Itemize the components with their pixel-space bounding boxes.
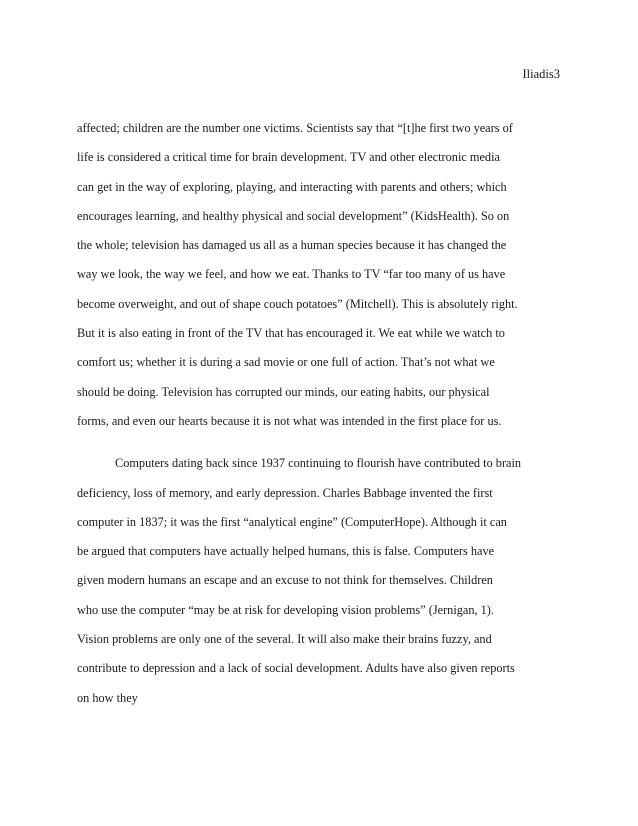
paragraph-line: on how they	[77, 690, 138, 705]
paragraph-line: Vision problems are only one of the several. It will also make their brains fuzzy, and	[77, 632, 492, 647]
paragraph-line: But it is also eating in front of the TV that has encouraged it. We eat while we watch to	[77, 326, 505, 341]
paragraph-line: the whole; television has damaged us all as a human species because it has changed the	[77, 238, 507, 253]
paragraph-line: who use the computer “may be at risk for developing vision problems” (Jernigan, 1).	[77, 602, 494, 617]
paragraph-line: should be doing. Television has corrupted our minds, our eating habits, our physical	[77, 384, 490, 399]
paragraph-line: life is considered a critical time for brain development. TV and other electronic media	[77, 150, 500, 165]
paragraph-line: computer in 1837; it was the first “analytical engine” (ComputerHope). Although it can	[77, 514, 507, 529]
running-head: Iliadis3	[522, 67, 560, 81]
paragraph-line: can get in the way of exploring, playing, and interacting with parents and others; which	[77, 179, 507, 194]
paragraph-line: comfort us; whether it is during a sad movie or one full of action. That’s not what we	[77, 355, 495, 370]
paragraph-line: forms, and even our hearts because it is not what was intended in the first place for us.	[77, 413, 502, 428]
paragraph-line: encourages learning, and healthy physical and social development” (KidsHealth). So on	[77, 208, 510, 223]
paragraph-line: deficiency, loss of memory, and early depression. Charles Babbage invented the first	[77, 485, 493, 500]
paragraph-line: become overweight, and out of shape couch potatoes” (Mitchell). This is absolutely right.	[77, 296, 518, 311]
paragraph-line: Computers dating back since 1937 continuing to flourish have contributed to brain	[115, 456, 522, 471]
paragraph-line: be argued that computers have actually helped humans, this is false. Computers have	[77, 544, 495, 559]
paragraph-line: given modern humans an escape and an excuse to not think for themselves. Children	[77, 573, 493, 588]
paragraph-line: way we look, the way we feel, and how we eat. Thanks to TV “far too many of us have	[77, 267, 506, 282]
body-text	[77, 114, 563, 713]
paragraph-2	[77, 449, 563, 713]
paragraph-line: affected; children are the number one victims. Scientists say that “[t]he first two years of	[77, 121, 513, 135]
paragraph-gap	[77, 436, 563, 449]
paragraph-line: contribute to depression and a lack of social development. Adults have also given reports	[77, 661, 515, 676]
paragraph-1	[77, 114, 563, 436]
